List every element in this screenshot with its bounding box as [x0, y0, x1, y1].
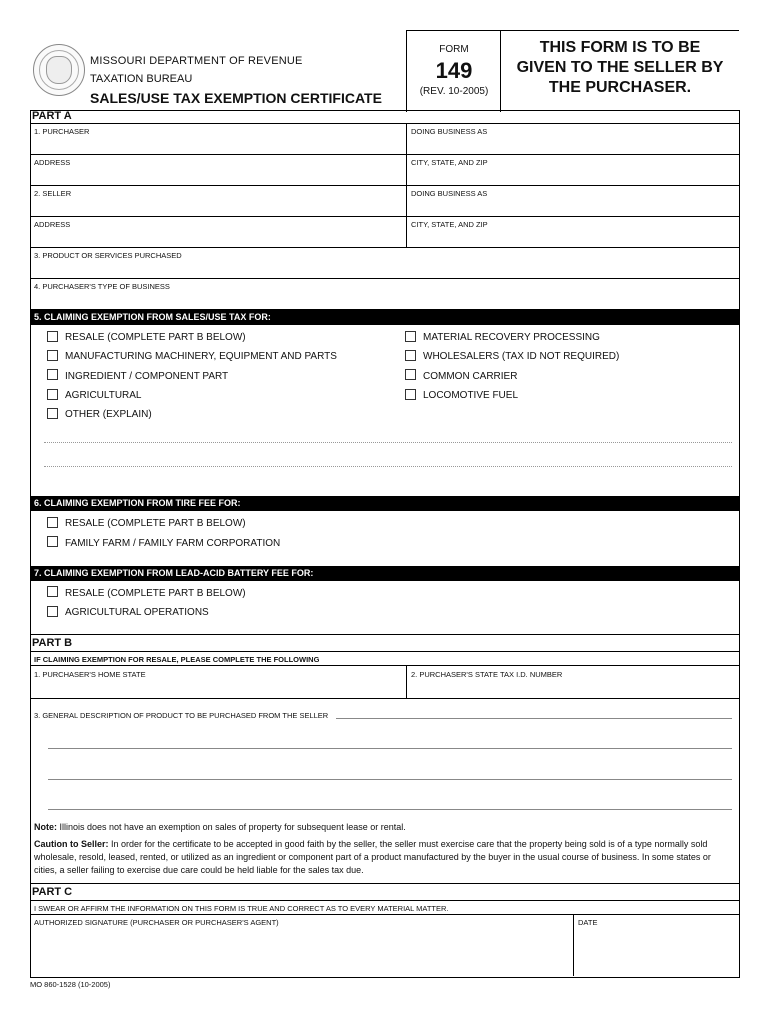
seller-dba-field[interactable]: DOING BUSINESS AS	[411, 189, 488, 198]
notice-line: THIS FORM IS TO BE	[539, 39, 701, 56]
product-field[interactable]: 3. PRODUCT OR SERVICES PURCHASED	[34, 251, 182, 260]
purchaser-city-field[interactable]: CITY, STATE, AND ZIP	[411, 158, 488, 167]
part-b-title: PART B	[32, 637, 73, 649]
material-recovery-checkbox[interactable]	[405, 331, 416, 342]
form-page	[30, 30, 740, 989]
description-field[interactable]: 3. GENERAL DESCRIPTION OF PRODUCT TO BE PURCHASED FROM THE SELLER	[34, 711, 329, 720]
ingredient-checkbox[interactable]	[47, 369, 58, 380]
seller-address-field[interactable]: ADDRESS	[34, 220, 71, 229]
option-label: RESALE (COMPLETE PART B BELOW)	[65, 588, 246, 599]
other-checkbox[interactable]	[47, 408, 58, 419]
option-label: FAMILY FARM / FAMILY FARM CORPORATION	[65, 538, 281, 549]
option-label: AGRICULTURAL OPERATIONS	[65, 607, 209, 618]
purchaser-address-field[interactable]: ADDRESS	[34, 158, 71, 167]
purchaser-field[interactable]: 1. PURCHASER	[34, 127, 90, 136]
tax-id-field[interactable]: 2. PURCHASER'S STATE TAX I.D. NUMBER	[411, 670, 563, 679]
date-field[interactable]: DATE	[578, 918, 598, 927]
caution-label: Caution to Seller:	[34, 839, 109, 849]
option-label: OTHER (EXPLAIN)	[65, 409, 152, 420]
tire-resale-checkbox[interactable]	[47, 517, 58, 528]
battery-resale-checkbox[interactable]	[47, 586, 58, 597]
section-5-header: 5. CLAIMING EXEMPTION FROM SALES/USE TAX FOR:	[30, 310, 739, 325]
business-type-field[interactable]: 4. PURCHASER'S TYPE OF BUSINESS	[34, 282, 170, 291]
bureau-name: TAXATION BUREAU	[90, 73, 193, 85]
affirm-text: I SWEAR OR AFFIRM THE INFORMATION ON THIS FORM IS TRUE AND CORRECT AS TO EVERY MATERIAL MATTER.	[34, 904, 449, 913]
description-line[interactable]	[48, 809, 732, 810]
seller-notice	[502, 38, 738, 98]
part-c-title: PART C	[32, 886, 73, 898]
caution-body: In order for the certificate to be accepted in good faith by the seller, the seller must exercise care that the property being sold is of a type normally sold wholesale, resold, leased, rented, or utilized as an ingredient or component part of a product manufactured by the buyer in the usual course of business. In some states or cities, a seller failing to exercise due care could be held liable for the sales tax due.	[34, 839, 711, 875]
description-line[interactable]	[48, 748, 732, 749]
option-label: WHOLESALERS (TAX ID NOT REQUIRED)	[423, 351, 620, 362]
wholesalers-checkbox[interactable]	[405, 350, 416, 361]
option-label: RESALE (COMPLETE PART B BELOW)	[65, 332, 246, 343]
description-line[interactable]	[48, 779, 732, 780]
agricultural-checkbox[interactable]	[47, 389, 58, 400]
agricultural-operations-checkbox[interactable]	[47, 606, 58, 617]
part-b-subtitle: IF CLAIMING EXEMPTION FOR RESALE, PLEASE COMPLETE THE FOLLOWING	[34, 655, 320, 664]
section-7-header: 7. CLAIMING EXEMPTION FROM LEAD-ACID BATTERY FEE FOR:	[30, 566, 739, 581]
option-label: RESALE (COMPLETE PART B BELOW)	[65, 518, 246, 529]
explain-line[interactable]	[44, 466, 732, 467]
form-label: FORM	[439, 44, 469, 55]
note-text	[34, 821, 736, 834]
department-name: MISSOURI DEPARTMENT OF REVENUE	[90, 55, 303, 67]
purchaser-dba-field[interactable]: DOING BUSINESS AS	[411, 127, 488, 136]
note-body: Illinois does not have an exemption on sales of property for subsequent lease or rental.	[59, 822, 406, 832]
seller-city-field[interactable]: CITY, STATE, AND ZIP	[411, 220, 488, 229]
option-label: LOCOMOTIVE FUEL	[423, 390, 519, 401]
common-carrier-checkbox[interactable]	[405, 369, 416, 380]
home-state-field[interactable]: 1. PURCHASER'S HOME STATE	[34, 670, 146, 679]
option-label: COMMON CARRIER	[423, 371, 518, 382]
form-revision: (REV. 10-2005)	[419, 86, 489, 97]
family-farm-checkbox[interactable]	[47, 536, 58, 547]
section-6-header: 6. CLAIMING EXEMPTION FROM TIRE FEE FOR:	[30, 496, 739, 511]
option-label: MANUFACTURING MACHINERY, EQUIPMENT AND PARTS	[65, 351, 337, 362]
manufacturing-checkbox[interactable]	[47, 350, 58, 361]
locomotive-fuel-checkbox[interactable]	[405, 389, 416, 400]
note-label: Note:	[34, 822, 57, 832]
notice-line: GIVEN TO THE SELLER BY	[516, 59, 724, 76]
option-label: AGRICULTURAL	[65, 390, 142, 401]
notice-line: THE PURCHASER.	[548, 79, 692, 96]
explain-line[interactable]	[44, 442, 732, 443]
resale-checkbox[interactable]	[47, 331, 58, 342]
signature-field[interactable]: AUTHORIZED SIGNATURE (PURCHASER OR PURCHASER'S AGENT)	[34, 918, 279, 927]
seller-field[interactable]: 2. SELLER	[34, 189, 72, 198]
caution-text	[34, 838, 736, 877]
state-seal-icon	[33, 44, 85, 96]
option-label: INGREDIENT / COMPONENT PART	[65, 371, 229, 382]
form-footer: MO 860-1528 (10-2005)	[30, 980, 111, 989]
form-title: SALES/USE TAX EXEMPTION CERTIFICATE	[90, 90, 382, 106]
form-number: 149	[435, 58, 473, 83]
option-label: MATERIAL RECOVERY PROCESSING	[423, 332, 600, 343]
part-a-title: PART A	[32, 110, 72, 122]
